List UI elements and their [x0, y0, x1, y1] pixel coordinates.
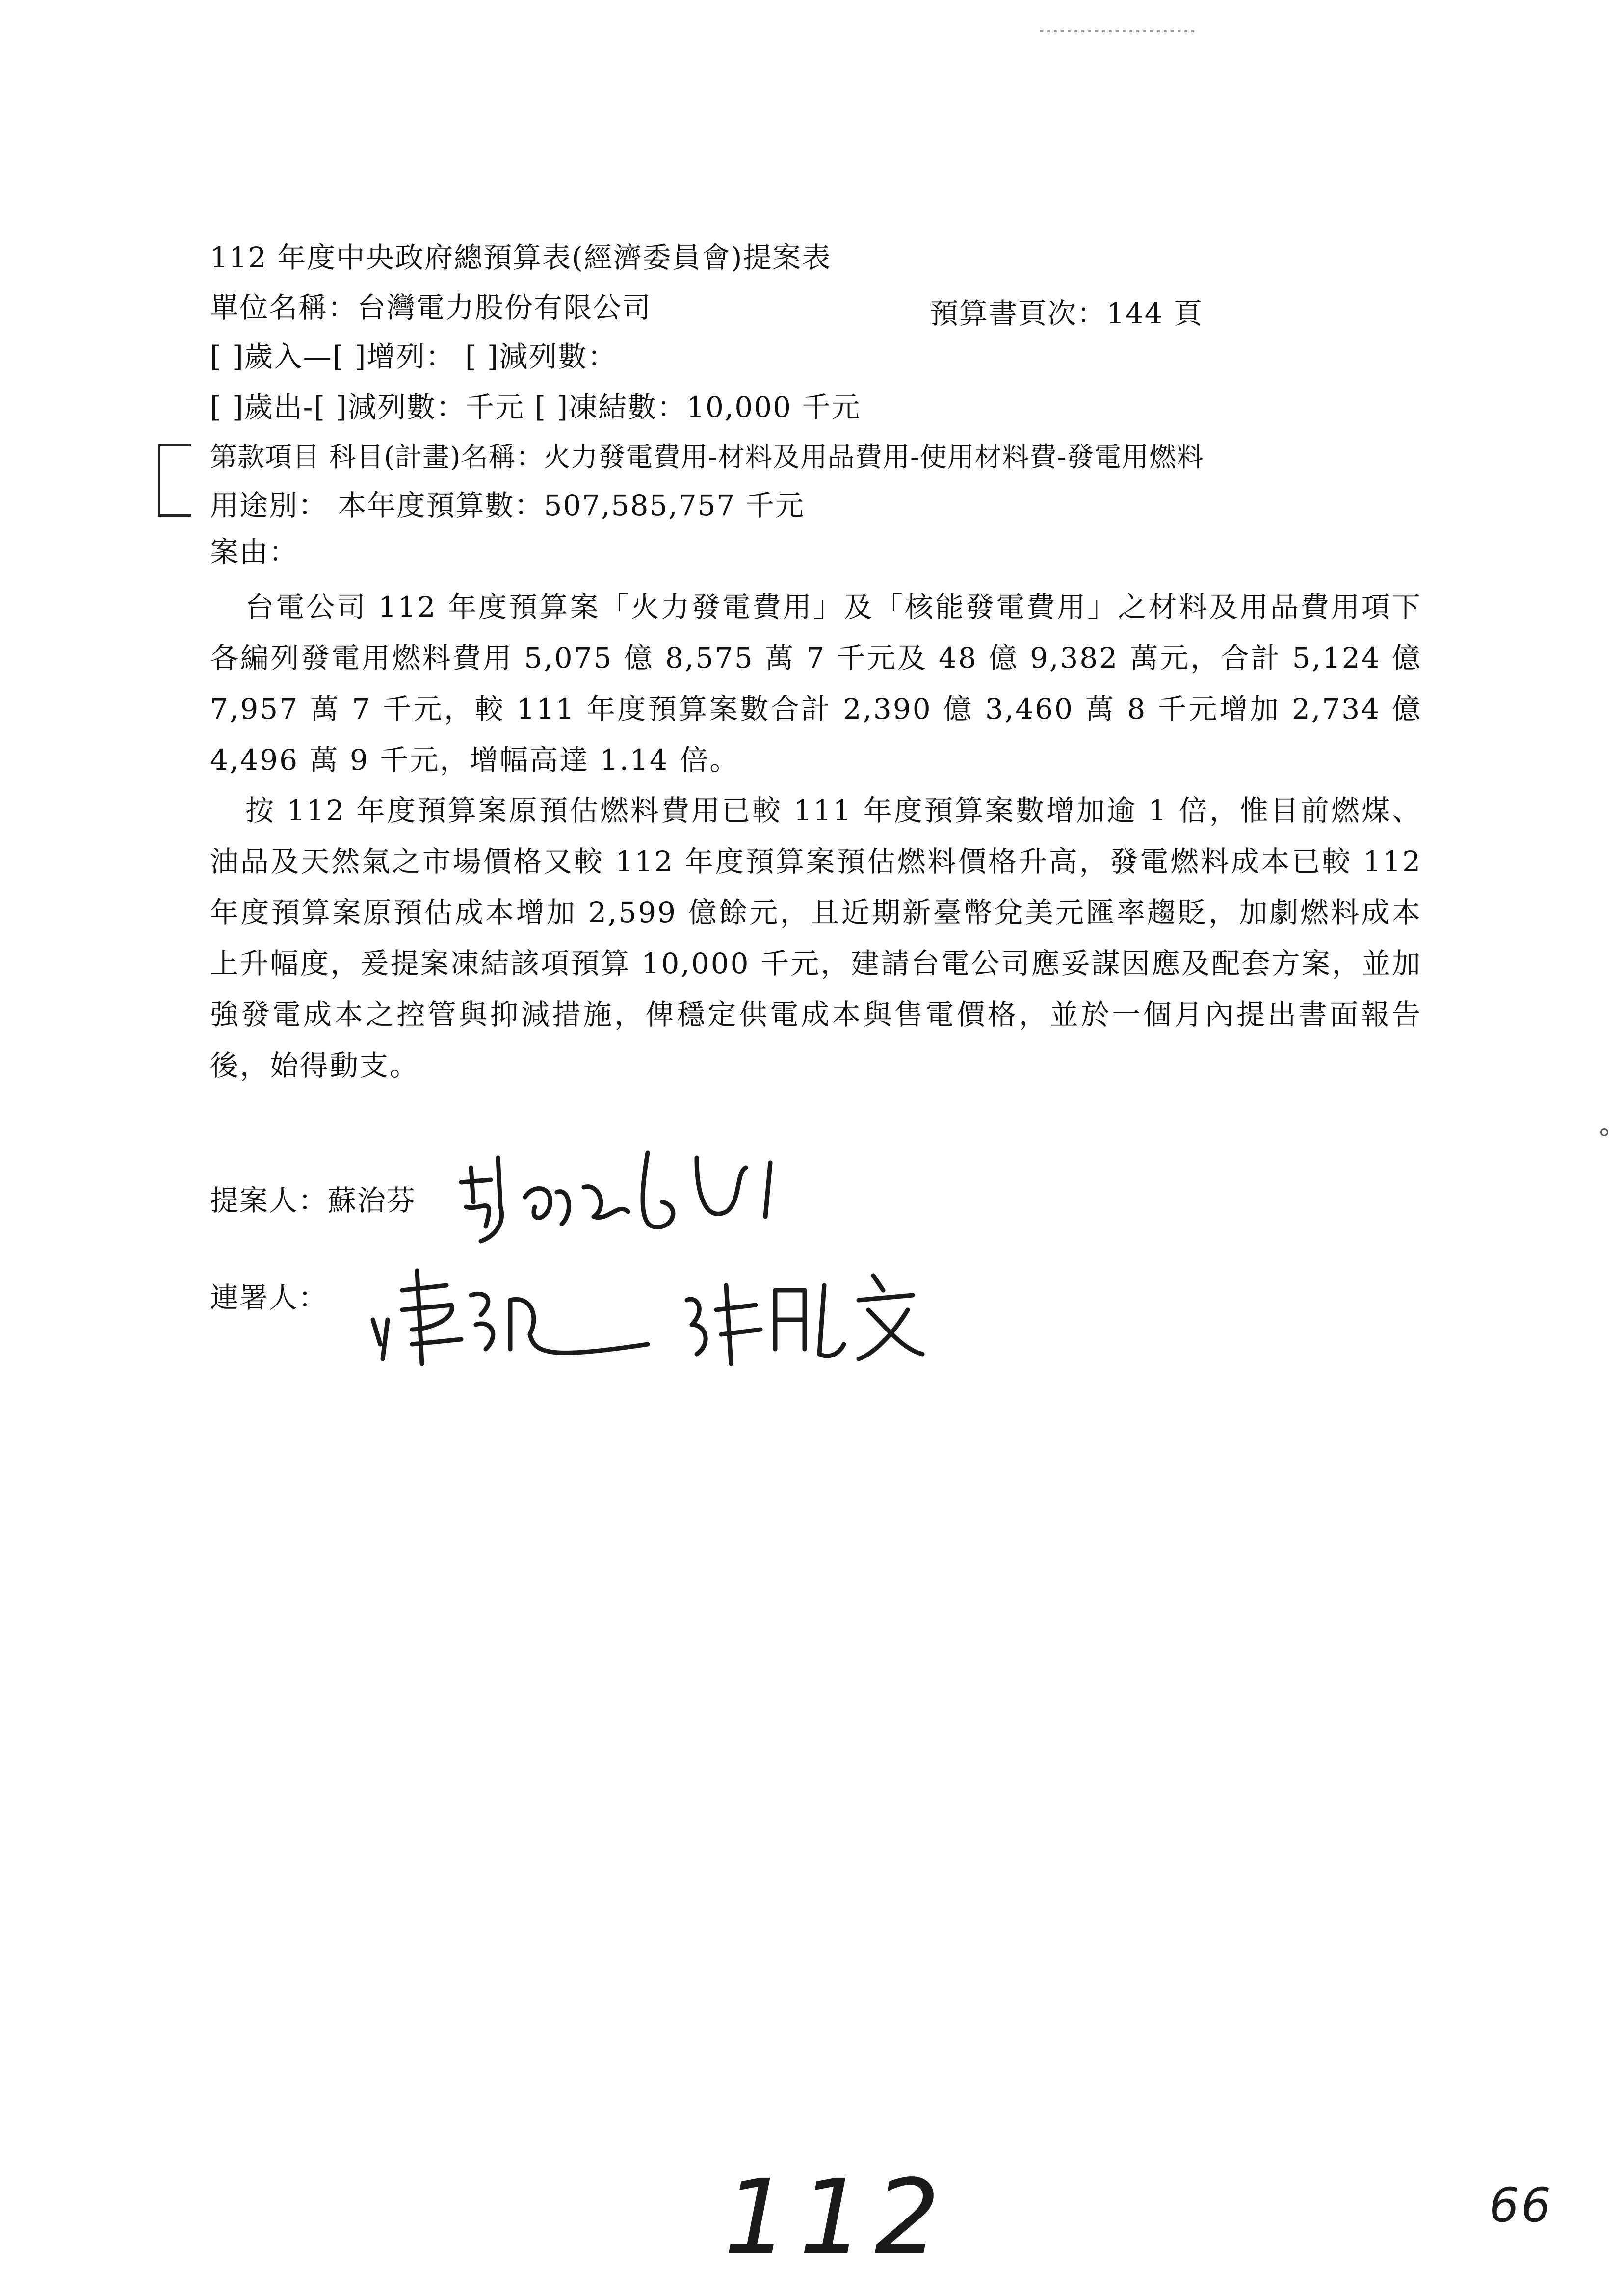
document-title: 112 年度中央政府總預算表(經濟委員會)提案表: [210, 241, 832, 274]
expense-line: [ ]歲出-[ ]減列數：千元 [ ]凍結數：10,000 千元: [210, 391, 861, 424]
revenue-line: [ ]歲入—[ ]增列： [ ]減列數：: [210, 340, 617, 373]
proposer-label: 提案人：蘇治芬: [210, 1184, 417, 1217]
unit-name: 單位名稱：台灣電力股份有限公司: [210, 291, 652, 324]
reason-paragraph-2: 按 112 年度預算案原預估燃料費用已較 111 年度預算案數增加逾 1 倍，惟目前燃煤、油品及天然氣之市場價格又較 112 年度預算案預估燃料價格升高，發電燃料成本已較 112 年度預算案原預估成本增加 2,599 億餘元，且近期新臺幣兌美元匯率趨貶，加劇燃料成本上升幅度，爰提案凍結該項預算 10,000 千元，建請台電公司應妥謀因應及配套方案，並加強發電成本之控管與抑減措施，俾穩定供電成本與售電價格，並於一個月內提出書面報告後，始得動支。: [210, 794, 1422, 1082]
stray-mark: [1600, 1128, 1608, 1136]
reason-label: 案由：: [210, 535, 299, 569]
corner-page-number: 66: [1489, 2178, 1553, 2233]
proposer-signature: [451, 1138, 805, 1256]
left-bracket: [158, 444, 191, 517]
budget-page-ref: 預算書頁次：144 頁: [930, 297, 1204, 330]
cosigner-signature-2: [677, 1256, 932, 1374]
purpose-line: 用途別： 本年度預算數：507,585,757 千元: [210, 489, 805, 522]
cosigner-label: 連署人：: [210, 1281, 328, 1314]
scan-mark: [1040, 30, 1197, 32]
reason-paragraph-1: 台電公司 112 年度預算案「火力發電費用」及「核能發電費用」之材料及用品費用項下各編列發電用燃料費用 5,075 億 8,575 萬 7 千元及 48 億 9,382 萬元，合計 5,124 億 7,957 萬 7 千元，較 111 年度預算案數合計 2,390 億 3,460 萬 8 千元增加 2,734 億 4,496 萬 9 千元，增幅高達 1.14 倍。: [210, 590, 1422, 777]
cosigner-signature-1: [353, 1246, 667, 1374]
item-line: 第款項目 科目(計畫)名稱：火力發電費用-材料及用品費用-使用材料費-發電用燃料: [210, 441, 1205, 472]
handwritten-page-number: 112: [724, 2157, 950, 2277]
